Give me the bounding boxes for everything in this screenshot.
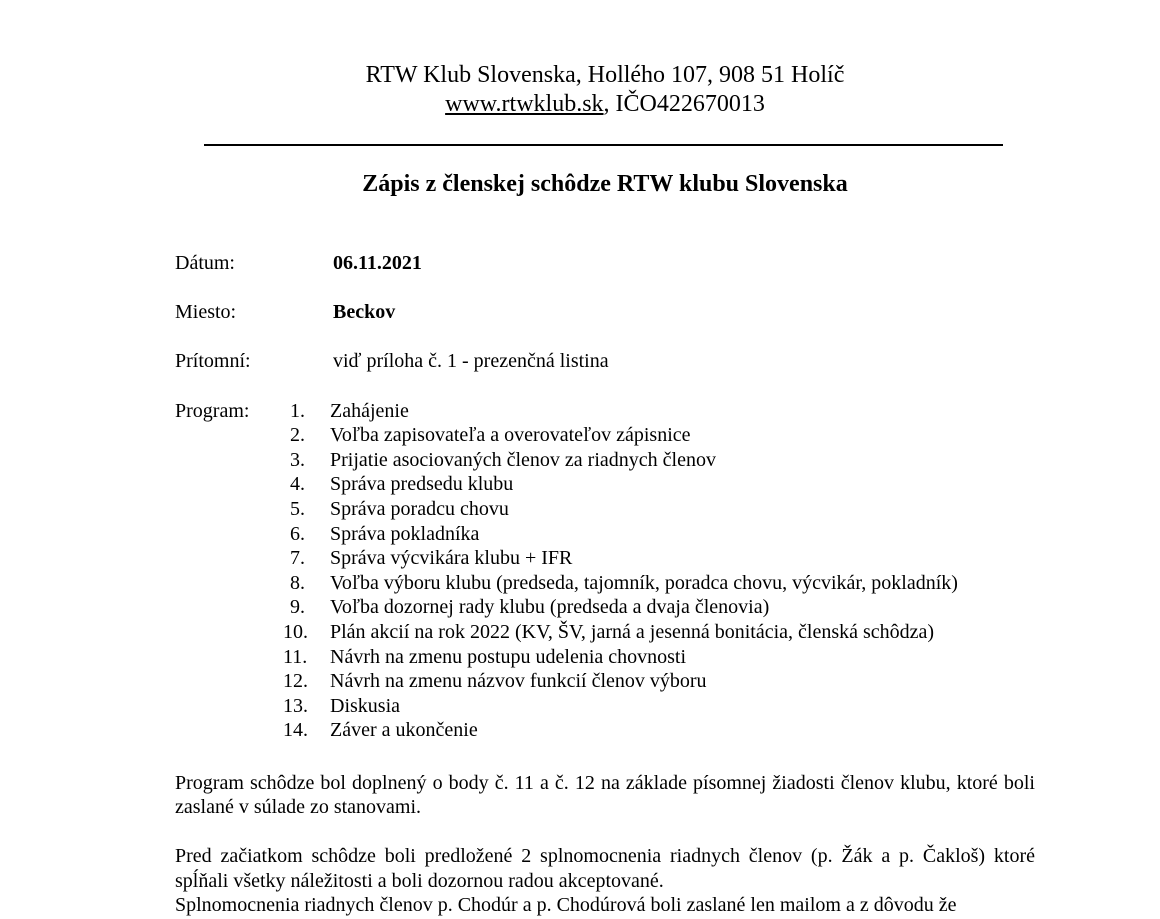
program-item — [283, 571, 1035, 596]
program-item — [283, 423, 1035, 448]
program-item — [283, 718, 1035, 743]
website-ico-line — [175, 90, 1035, 119]
program-item-number: 10. — [283, 620, 308, 643]
attendees-label: Prítomní: — [175, 350, 251, 373]
program-label: Program: — [175, 399, 250, 422]
program-item-number: 2. — [290, 424, 305, 447]
program-item — [283, 645, 1035, 670]
program-item-text: Návrh na zmenu názvov funkcií členov výboru — [330, 670, 707, 693]
program-item — [283, 669, 1035, 694]
date-label: Dátum: — [175, 252, 235, 274]
document-header — [175, 61, 1035, 118]
place-label: Miesto: — [175, 301, 237, 324]
program-item-number: 13. — [283, 694, 308, 717]
program-item-text: Zahájenie — [330, 399, 409, 422]
program-item — [283, 472, 1035, 497]
date-value: 06.11.2021 — [333, 252, 422, 274]
program-item-number: 3. — [290, 448, 305, 471]
place-row — [175, 300, 1035, 325]
program-item-text: Voľba výboru klubu (predseda, tajomník, poradca chovu, výcvikár, pokladník) — [330, 571, 958, 594]
program-item-text: Diskusia — [330, 694, 400, 717]
program-item — [283, 399, 1035, 424]
program-item-number: 12. — [283, 670, 308, 693]
program-item-number: 5. — [290, 497, 305, 520]
program-item-text: Voľba zapisovateľa a overovateľov zápisnice — [330, 424, 691, 447]
website-link[interactable]: www.rtwklub.sk — [445, 90, 604, 117]
program-item — [283, 694, 1035, 719]
program-item-text: Správa výcvikára klubu + IFR — [330, 547, 573, 570]
program-item-number: 1. — [290, 399, 305, 422]
program-item-text: Prijatie asociovaných členov za riadnych členov — [330, 448, 716, 471]
program-item — [283, 546, 1035, 571]
program-item-text: Voľba dozornej rady klubu (predseda a dvaja členovia) — [330, 596, 770, 619]
program-item-text: Záver a ukončenie — [330, 719, 478, 742]
program-item-number: 9. — [290, 596, 305, 619]
program-item-text: Plán akcií na rok 2022 (KV, ŠV, jarná a jesenná bonitácia, členská schôdza) — [330, 620, 935, 643]
paragraph-proxies-mail: Splnomocnenia riadnych členov p. Chodúr a p. Chodúrová boli zaslané len mailom a z dôvodu že — [175, 894, 957, 917]
meta-section — [175, 251, 1035, 374]
program-item-number: 7. — [290, 547, 305, 570]
paragraph-program-amendment: Program schôdze bol doplnený o body č. 11 a č. 12 na základe písomnej žiadosti členov klubu, ktoré boli zaslané v súlade zo stanovami. — [175, 771, 1035, 819]
program-item-text: Návrh na zmenu postupu udelenia chovnosti — [330, 645, 687, 668]
program-item-number: 8. — [290, 571, 305, 594]
attendees-value: viď príloha č. 1 - prezenčná listina — [333, 350, 609, 373]
org-address-line: RTW Klub Slovenska, Hollého 107, 908 51 Holíč — [365, 62, 845, 88]
header-divider — [204, 144, 1003, 146]
program-item — [283, 522, 1035, 547]
program-item-text: Správa poradcu chovu — [330, 497, 509, 520]
place-value: Beckov — [333, 301, 396, 324]
program-item — [283, 448, 1035, 473]
program-item — [283, 620, 1035, 645]
paragraph-proxies-accepted: Pred začiatkom schôdze boli predložené 2 splnomocnenia riadnych členov (p. Žák a p. Čakloš) ktoré spĺňali všetky náležitosti a boli dozornou radou akceptované. — [175, 845, 1035, 892]
program-item-number: 11. — [283, 645, 308, 668]
attendees-row — [175, 349, 1035, 374]
program-item — [283, 497, 1035, 522]
ico-number: , IČO422670013 — [603, 90, 765, 117]
program-item — [283, 595, 1035, 620]
date-row — [175, 251, 1035, 276]
program-section — [175, 399, 1035, 743]
program-item-number: 14. — [283, 719, 308, 742]
program-item-text: Správa pokladníka — [330, 522, 480, 545]
program-item-text: Správa predsedu klubu — [330, 473, 514, 496]
program-item-number: 6. — [290, 522, 305, 545]
program-item-number: 4. — [290, 473, 305, 496]
document-title: Zápis z členskej schôdze RTW klubu Slovenska — [362, 171, 848, 197]
program-list — [283, 399, 1035, 743]
